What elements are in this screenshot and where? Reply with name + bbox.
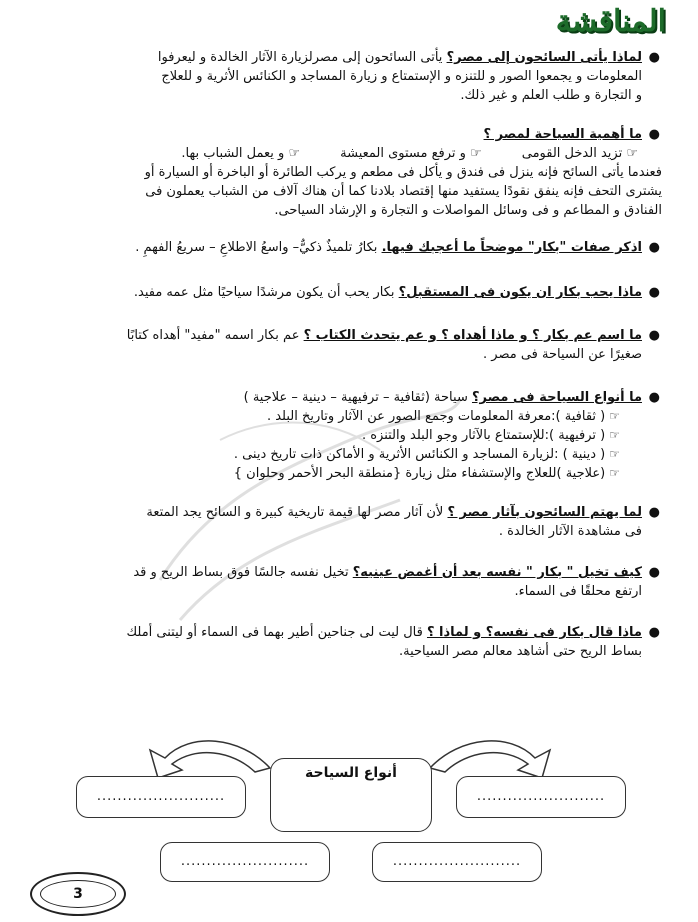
question-6: [28, 388, 662, 483]
right-curved-arrow: [430, 741, 550, 778]
question-3-text: اذكر صفات "بكار" موضحاً ما أعجبك فيها.: [381, 240, 642, 255]
question-4: [28, 283, 662, 302]
question-5-text: ما اسم عم بكار ؟ و ماذا أهداه ؟ و عم يتحدث الكتاب ؟: [303, 328, 642, 343]
center-label-box: [270, 758, 432, 832]
hand-point-icon: ☞: [622, 146, 638, 161]
answer-3: بكارُ تلميذٌ ذكيٌّ– واسعُ الاطلاعِ – سريعُ الفهمِ .: [135, 240, 378, 255]
tourism-types-list: [28, 407, 642, 483]
bullet-icon: ●: [648, 390, 660, 405]
hand-point-icon: ☞: [284, 146, 301, 161]
tourism-type-religious: ☞( دينية ) :لزيارة المساجد و الكنائس الأثرية و الأماكن ذات تاريخ دينى .: [233, 447, 620, 462]
page-title: المناقشة: [555, 4, 666, 39]
question-4-text: ماذا يحب بكار ان يكون فى المستقبل؟: [398, 285, 642, 300]
answer-2-line-2: يشترى التحف فإنه ينفق نقودًا يستفيد منها إقتصاد بلادنا كما أن هناك آلاف من الشباب يعملون فى: [145, 184, 662, 199]
answer-9-line-1: قال ليت لى جناحين أطير بهما فى السماء أو ليتنى أملك: [126, 625, 423, 640]
bullet-icon: ●: [648, 50, 660, 65]
question-1-text: لماذا يأتى السائحون إلى مصر؟: [446, 50, 642, 65]
hand-point-icon: ☞: [609, 409, 620, 423]
answer-1-line-2: المعلومات و يجمعوا الصور و للتنزه و الإستمتاع و زيارة المساجد و الكنائس الأثرية و للعلاج: [161, 69, 642, 84]
answer-box-bottom-right[interactable]: .........................: [372, 842, 542, 882]
question-2: [28, 125, 662, 220]
tourism-type-recreational: ☞( ترفيهية ):للإستمتاع بالآثار وجو البلد والتنزه .: [361, 428, 620, 443]
answer-box-bottom-left[interactable]: .........................: [160, 842, 330, 882]
answer-8-line-2: ارتفع محلقًا فى السماء.: [514, 584, 642, 599]
question-9-text: ماذا قال بكار فى نفسه؟ و لماذا ؟: [426, 625, 642, 640]
question-9: [28, 623, 662, 661]
tourism-type-cultural: ☞( ثقافية ):معرفة المعلومات وجمع الصور عن الآثار وتاريخ البلد .: [266, 409, 620, 424]
discussion-content: [28, 48, 662, 681]
hand-point-icon: ☞: [609, 428, 620, 442]
bullet-icon: ●: [648, 285, 660, 300]
answer-9-line-2: بساط الريح حتى أشاهد معالم مصر السياحية.: [398, 644, 642, 659]
importance-factors: [28, 144, 642, 163]
answer-7-line-2: فى مشاهدة الآثار الخالدة .: [498, 524, 642, 539]
answer-box-right[interactable]: .........................: [456, 776, 626, 818]
question-7: [28, 503, 662, 541]
question-3: [28, 238, 662, 257]
question-8: [28, 563, 662, 601]
left-curved-arrow: [150, 741, 270, 778]
answer-5-line-1: عم بكار اسمه "مفيد" أهداه كتابًا: [126, 328, 300, 343]
factor-3: ☞ و يعمل الشباب بها.: [181, 146, 301, 161]
hand-point-icon: ☞: [609, 447, 620, 461]
factor-2: ☞ و ترفع مستوى المعيشة: [340, 146, 482, 161]
answer-2-line-3: الفنادق و المطاعم و فى وسائل المواصلات و التجارة و الإرشاد السياحى.: [274, 203, 662, 218]
answer-8-line-1: تخيل نفسه جالسًا فوق بساط الريح و قد: [133, 565, 349, 580]
bullet-icon: ●: [648, 240, 660, 255]
question-2-text: ما أهمية السياحة لمصر ؟: [483, 127, 642, 142]
answer-7-line-1: لأن آثار مصر لها قيمة تاريخية كبيرة و السائح يجد المتعة: [146, 505, 444, 520]
hand-point-icon: ☞: [609, 466, 620, 480]
answer-1-line-1: يأتى السائحون إلى مصرلزيارة الآثار الخالدة و ليعرفوا: [157, 50, 443, 65]
question-7-text: لما يهتم السائحون بآثار مصر ؟: [447, 505, 642, 520]
answer-1-line-3: و التجارة و طلب العلم و غير ذلك.: [460, 88, 642, 103]
question-6-text: ما أنواع السياحة فى مصر؟: [471, 390, 642, 405]
hand-point-icon: ☞: [465, 146, 482, 161]
answer-6: سياحة (ثقافية – ترفيهية – دينية – علاجية ): [243, 390, 468, 405]
bullet-icon: ●: [648, 127, 660, 142]
bullet-icon: ●: [648, 625, 660, 640]
question-8-text: كيف تخيل " بكار " نفسه بعد أن أغمض عينيه؟: [352, 565, 642, 580]
tourism-type-medical: ☞(علاجية )للعلاج والإستشفاء مثل زيارة {منطقة البحر الأحمر وحلوان }: [233, 466, 620, 481]
answer-box-left[interactable]: .........................: [76, 776, 246, 818]
answer-5-line-2: صغيرًا عن السياحة فى مصر .: [483, 347, 642, 362]
page-number: 3: [30, 872, 126, 916]
question-1: [28, 48, 662, 105]
factor-1: ☞ تزيد الدخل القومى: [521, 146, 638, 161]
bullet-icon: ●: [648, 328, 660, 343]
question-5: [28, 326, 662, 364]
answer-4: بكار يحب أن يكون مرشدًا سياحيًا مثل عمه مفيد.: [133, 285, 395, 300]
center-label: أنواع السياحة: [305, 765, 397, 781]
bullet-icon: ●: [648, 565, 660, 580]
answer-2-line-1: فعندما يأتى السائح فإنه ينزل فى فندق و يأكل فى مطعم و يركب الطائرة أو الباخرة أو السيارة أو: [144, 165, 662, 180]
bullet-icon: ●: [648, 505, 660, 520]
